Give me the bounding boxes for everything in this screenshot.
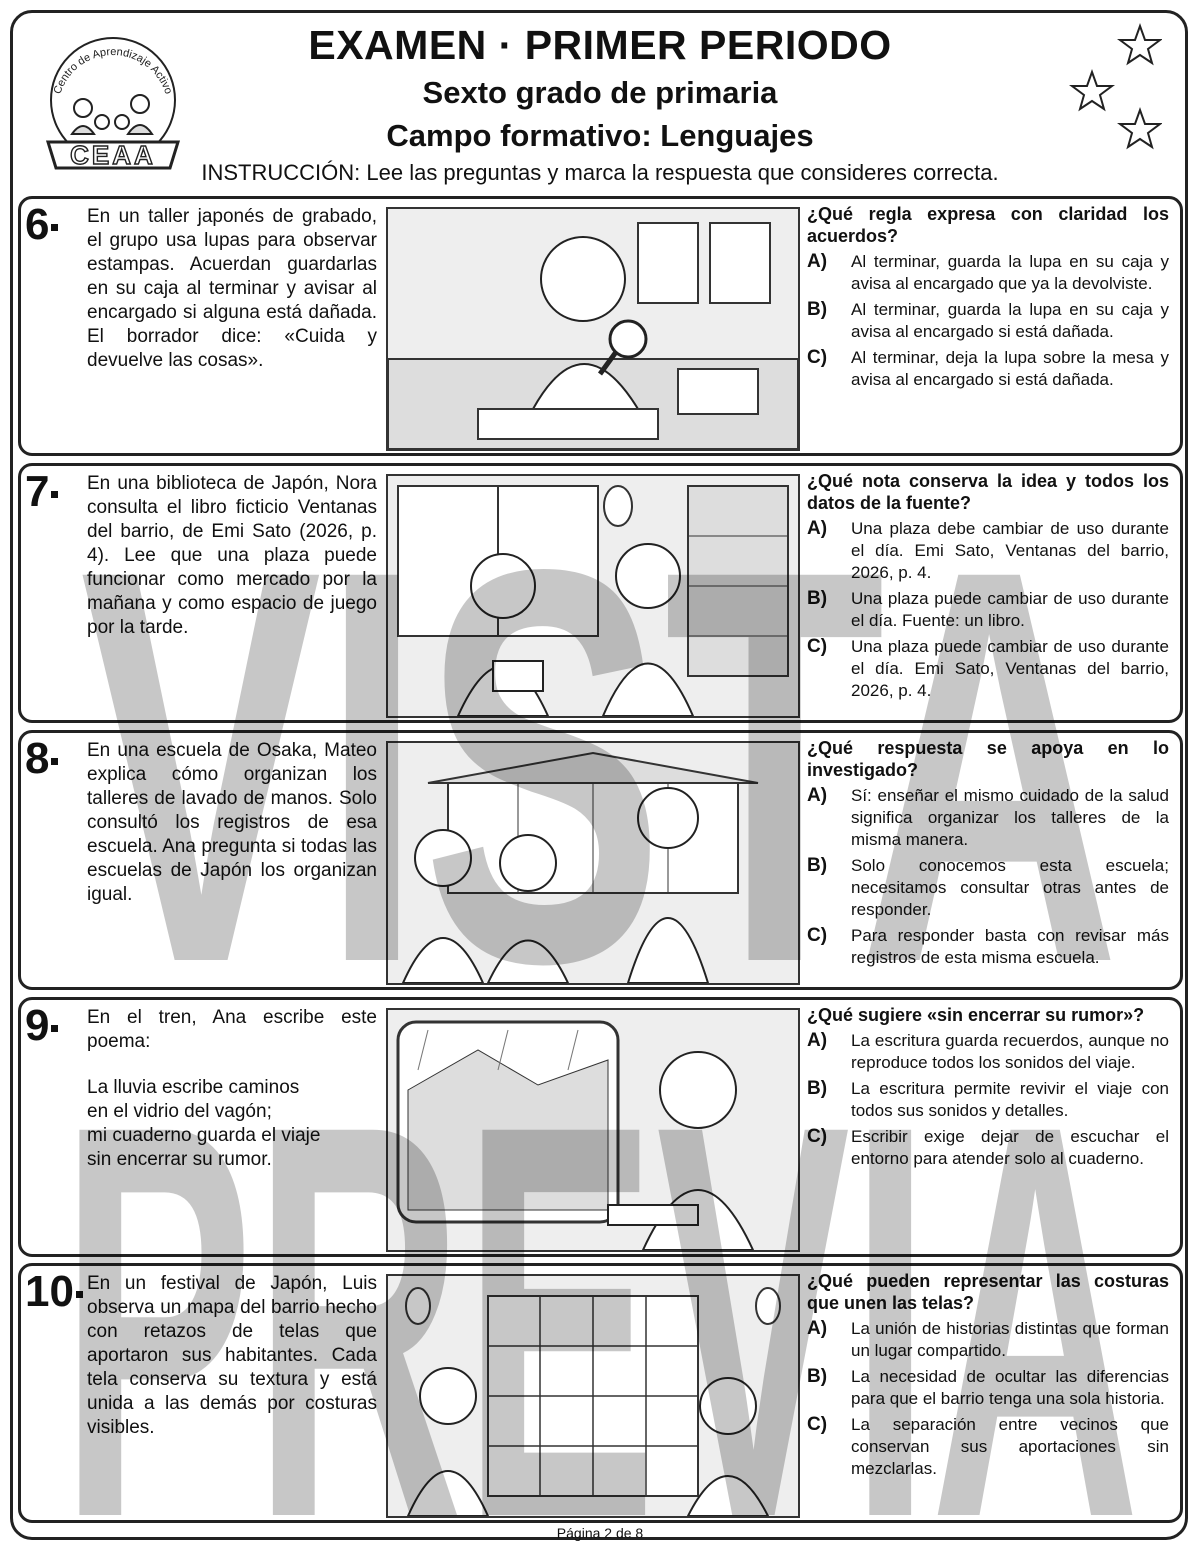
question-illustration xyxy=(386,1274,800,1518)
answer-option-c[interactable] xyxy=(807,636,1169,702)
option-text: Al terminar, guarda la lupa en su caja y avisa al encargado que ya la devolviste. xyxy=(851,252,1169,293)
option-letter: C) xyxy=(807,1414,828,1435)
star-icon xyxy=(1120,26,1160,63)
star-icon xyxy=(1120,110,1160,147)
answer-option-a[interactable] xyxy=(807,251,1169,295)
question-illustration xyxy=(386,1008,800,1252)
question-number: 10 xyxy=(25,1270,83,1314)
question-stem xyxy=(87,1006,377,1172)
girl-with-magnifier-icon xyxy=(388,209,798,449)
school-courtyard-icon xyxy=(388,743,798,983)
question-prompt: ¿Qué respuesta se apoya en lo investigado? xyxy=(807,738,1169,780)
question-illustration xyxy=(386,207,800,451)
patchwork-map-icon xyxy=(388,1276,798,1516)
poem-line: en el vidrio del vagón; xyxy=(87,1101,272,1122)
option-text: La unión de historias distintas que forman un lugar compartido. xyxy=(851,1319,1169,1360)
question-stem: En un taller japonés de grabado, el grupo usa lupas para observar estampas. Acuerdan guardarlas en su caja al terminar y avisar al encargado si alguna está dañada. El borrador dice: «Cuida y devuelve las cosas». xyxy=(87,206,377,371)
question-stem: En una biblioteca de Japón, Nora consulta el libro ficticio Ventanas del barrio, de Emi Sato (2026, p. 4). Lee que una plaza puede funcionar como mercado por la mañana y como espacio de juego por la tarde. xyxy=(87,473,377,638)
option-letter: A) xyxy=(807,1318,828,1339)
watermark-line-2: PREVIA xyxy=(60,1008,1140,1553)
question-prompt-block xyxy=(807,1270,1169,1480)
answer-option-c[interactable] xyxy=(807,925,1169,969)
field-subtitle: Campo formativo: Lenguajes xyxy=(386,118,814,153)
option-letter: C) xyxy=(807,925,828,946)
stars-decoration xyxy=(1062,22,1162,162)
question-number: 6 xyxy=(25,203,58,247)
question-card xyxy=(18,997,1183,1257)
library-children-icon xyxy=(388,476,798,716)
option-letter: A) xyxy=(807,785,828,806)
option-text: La escritura permite revivir el viaje con todos sus sonidos y detalles. xyxy=(851,1079,1169,1120)
poem xyxy=(87,1076,377,1172)
option-text: Solo conocemos esta escuela; necesitamos consultar otras antes de responder. xyxy=(851,856,1169,919)
answer-option-b[interactable] xyxy=(807,1078,1169,1122)
option-letter: A) xyxy=(807,518,828,539)
option-text: La necesidad de ocultar las diferencias para que el barrio tenga una sola historia. xyxy=(851,1367,1169,1408)
option-letter: A) xyxy=(807,251,828,272)
question-prompt-block xyxy=(807,737,1169,969)
answer-option-a[interactable] xyxy=(807,1030,1169,1074)
answer-option-c[interactable] xyxy=(807,1126,1169,1170)
question-card xyxy=(18,463,1183,723)
page-number: Página 2 de 8 xyxy=(556,1525,644,1541)
answer-option-b[interactable] xyxy=(807,1366,1169,1410)
option-letter: B) xyxy=(807,588,828,609)
option-letter: C) xyxy=(807,347,828,368)
answer-option-c[interactable] xyxy=(807,347,1169,391)
option-letter: B) xyxy=(807,1078,828,1099)
question-prompt: ¿Qué sugiere «sin encerrar su rumor»? xyxy=(807,1005,1145,1025)
question-card xyxy=(18,1263,1183,1523)
question-stem: En un festival de Japón, Luis observa un mapa del barrio hecho con retazos de telas que aportaron sus habitantes. Cada tela conserva su textura y está unida a las demás por costuras visibles. xyxy=(87,1273,377,1438)
question-stem: En una escuela de Osaka, Mateo explica cómo organizan los talleres de lavado de manos. Solo consultó los registros de esa escuela. Ana pregunta si todas las escuelas de Japón los organizan igual. xyxy=(87,740,377,905)
option-text: Para responder basta con revisar más registros de esta misma escuela. xyxy=(851,926,1169,967)
answer-option-a[interactable] xyxy=(807,785,1169,851)
option-letter: B) xyxy=(807,1366,828,1387)
option-text: La escritura guarda recuerdos, aunque no reproduce todos los sonidos del viaje. xyxy=(851,1031,1169,1072)
option-text: La separación entre vecinos que conservan sus aportaciones sin mezclarlas. xyxy=(851,1415,1169,1478)
option-text: Una plaza debe cambiar de uso durante el día. Emi Sato, Ventanas del barrio, 2026, p. 4. xyxy=(851,519,1169,582)
option-letter: A) xyxy=(807,1030,828,1051)
option-text: Al terminar, deja la lupa sobre la mesa y avisa al encargado si está dañada. xyxy=(851,348,1169,389)
option-text: Una plaza puede cambiar de uso durante el día. Fuente: un libro. xyxy=(851,589,1169,630)
train-window-icon xyxy=(388,1010,798,1250)
logo-text: CEAA xyxy=(70,140,156,170)
option-letter: B) xyxy=(807,299,828,320)
logo-arc-text: Centro de Aprendizaje Activo xyxy=(51,46,175,96)
answer-option-a[interactable] xyxy=(807,518,1169,584)
grade-subtitle: Sexto grado de primaria xyxy=(422,75,778,110)
question-card xyxy=(18,730,1183,990)
option-letter: C) xyxy=(807,1126,828,1147)
instruction-text: INSTRUCCIÓN: Lee las preguntas y marca la respuesta que consideres correcta. xyxy=(201,160,999,185)
page-header xyxy=(0,0,1200,195)
poem-line: sin encerrar su rumor. xyxy=(87,1149,272,1170)
star-icon xyxy=(1072,72,1112,109)
question-card xyxy=(18,196,1183,456)
question-illustration xyxy=(386,474,800,718)
option-text: Al terminar, guarda la lupa en su caja y avisa al encargado si está dañada. xyxy=(851,300,1169,341)
question-number: 7 xyxy=(25,470,58,514)
exam-title: EXAMEN · PRIMER PERIODO xyxy=(308,22,892,68)
question-number: 9 xyxy=(25,1004,58,1048)
answer-option-b[interactable] xyxy=(807,855,1169,921)
question-prompt: ¿Qué regla expresa con claridad los acuerdos? xyxy=(807,204,1169,246)
question-prompt-block xyxy=(807,203,1169,391)
answer-option-b[interactable] xyxy=(807,299,1169,343)
answer-option-b[interactable] xyxy=(807,588,1169,632)
question-illustration xyxy=(386,741,800,985)
question-prompt: ¿Qué nota conserva la idea y todos los datos de la fuente? xyxy=(807,471,1169,513)
question-number: 8 xyxy=(25,737,58,781)
poem-line: La lluvia escribe caminos xyxy=(87,1077,300,1098)
watermark-line-1: VISTA xyxy=(80,453,1120,1079)
option-text: Sí: enseñar el mismo cuidado de la salud significa organizar los talleres de la misma manera. xyxy=(851,786,1169,849)
stem-text: En el tren, Ana escribe este poema: xyxy=(87,1007,377,1052)
option-letter: C) xyxy=(807,636,828,657)
option-text: Una plaza puede cambiar de uso durante el día. Emi Sato, Ventanas del barrio, 2026, p. 4. xyxy=(851,637,1169,700)
question-prompt-block xyxy=(807,470,1169,702)
answer-option-c[interactable] xyxy=(807,1414,1169,1480)
question-prompt-block xyxy=(807,1004,1169,1170)
question-prompt: ¿Qué pueden representar las costuras que unen las telas? xyxy=(807,1271,1169,1313)
poem-line: mi cuaderno guarda el viaje xyxy=(87,1125,321,1146)
option-letter: B) xyxy=(807,855,828,876)
option-text: Escribir exige dejar de escuchar el entorno para atender solo al cuaderno. xyxy=(851,1127,1169,1168)
answer-option-a[interactable] xyxy=(807,1318,1169,1362)
